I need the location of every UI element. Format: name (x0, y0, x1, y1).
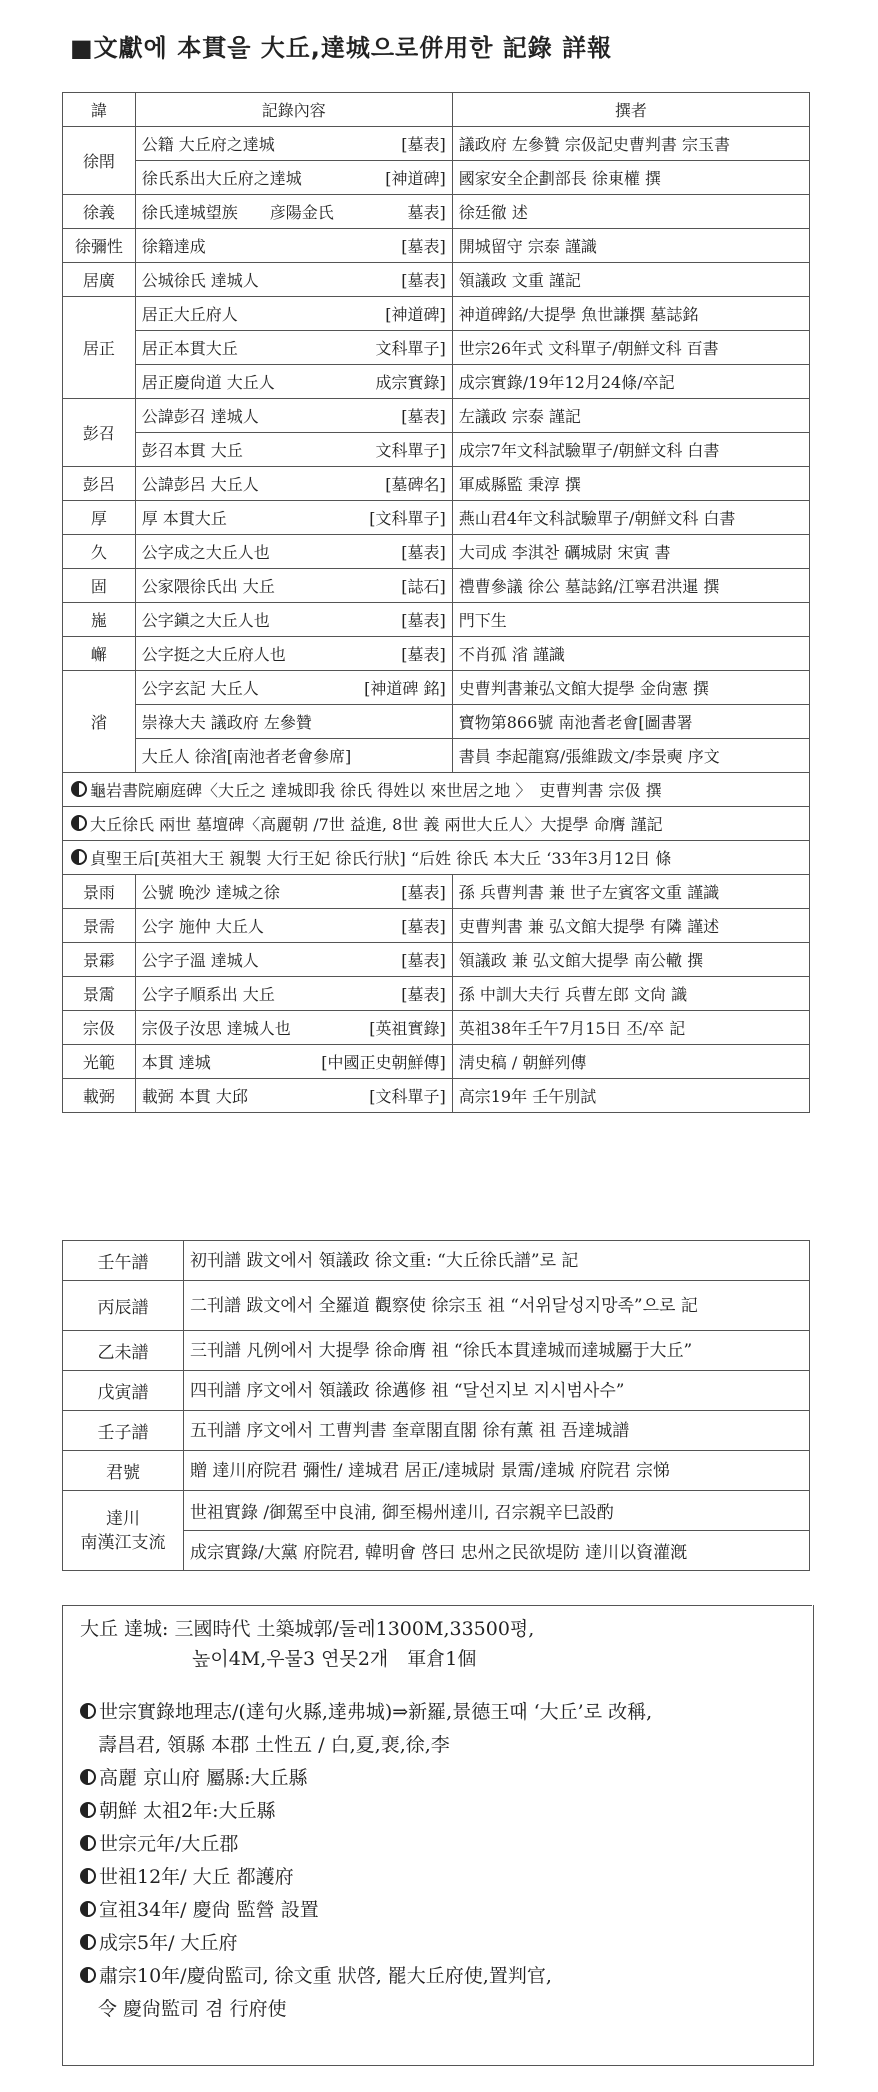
genealogy-name: 君號 (63, 1451, 184, 1491)
record-text: 崇祿大夫 議政府 左參贊 (141, 713, 312, 732)
record-author: 徐廷徹 述 (452, 195, 809, 229)
record-author: 書員 李起龍寫/張維跋文/李景奭 序文 (452, 739, 809, 773)
record-content (135, 603, 452, 637)
record-author: 領議政 兼 弘文館大提學 南公轍 撰 (452, 943, 809, 977)
table-row (63, 195, 810, 229)
table-row (63, 977, 810, 1011)
table-row (63, 739, 810, 773)
record-content (135, 875, 452, 909)
genealogy-text: 五刊譜 序文에서 工曹判書 奎章閣直閣 徐有薰 祖 吾達城譜 (184, 1411, 810, 1451)
record-source-tag: [墓表] (401, 985, 446, 1004)
record-content (135, 705, 452, 739)
record-content (135, 909, 452, 943)
table-row (63, 1371, 810, 1411)
bullet-icon (71, 815, 87, 831)
record-content (135, 1011, 452, 1045)
person-name: 厚 (63, 501, 136, 535)
person-name: 景霦 (63, 943, 136, 977)
history-item (80, 1762, 652, 1795)
table-row (63, 1411, 810, 1451)
genealogy-name: 壬午譜 (63, 1241, 184, 1281)
person-name: 久 (63, 535, 136, 569)
table-row (63, 535, 810, 569)
record-author: 成宗實錄/19年12月24條/卒記 (452, 365, 809, 399)
table-row (63, 399, 810, 433)
person-name: 光範 (63, 1045, 136, 1079)
record-content (135, 569, 452, 603)
record-author: 高宗19年 壬午別試 (452, 1079, 809, 1113)
history-text: 肅宗10年/慶尙監司, 徐文重 狀啓, 罷大丘府使,置判官, (99, 1965, 552, 1987)
person-name: 景霌 (63, 977, 136, 1011)
record-author: 門下生 (452, 603, 809, 637)
record-content (135, 671, 452, 705)
table-row (63, 229, 810, 263)
table-row (63, 1079, 810, 1113)
records-table (62, 92, 810, 1113)
record-source-tag: [墓碑名] (385, 475, 446, 494)
bullet-icon (80, 1769, 96, 1785)
bullet-icon (80, 1868, 96, 1884)
record-text: 徐籍達成 (141, 237, 206, 256)
record-text: 公籍 大丘府之達城 (141, 135, 275, 154)
history-item (80, 1927, 652, 1960)
record-author: 成宗7年文科試驗單子/朝鮮文科 白書 (452, 433, 809, 467)
record-source-tag: 文科單子] (375, 441, 446, 460)
genealogy-text: 初刊譜 跋文에서 領議政 徐文重: “大丘徐氏譜”로 記 (184, 1241, 810, 1281)
table-row (63, 807, 810, 841)
record-source-tag: [墓表] (401, 951, 446, 970)
record-text: 公諱彭呂 大丘人 (141, 475, 259, 494)
genealogy-text: 贈 達川府院君 彌性/ 達城君 居正/達城尉 景霌/達城 府院君 宗悌 (184, 1451, 810, 1491)
record-author: 開城留守 宗泰 謹識 (452, 229, 809, 263)
full-width-record (63, 773, 810, 807)
table-row (63, 1045, 810, 1079)
record-source-tag: 成宗實錄] (375, 373, 446, 392)
bullet-icon (80, 1901, 96, 1917)
record-content (135, 535, 452, 569)
record-content (135, 161, 452, 195)
record-author: 神道碑銘/大提學 魚世謙撰 墓誌銘 (452, 297, 809, 331)
person-name: 渻 (63, 671, 136, 773)
table-row (63, 705, 810, 739)
record-text: 龜岩書院廟庭碑〈大丘之 達城即我 徐氏 得姓以 來世居之地 〉 吏曹判書 宗伋 撰 (90, 781, 662, 800)
table-row (63, 603, 810, 637)
record-source-tag: [文科單子] (369, 509, 446, 528)
record-source-tag: [神道碑] (385, 305, 446, 324)
table-header-row (63, 93, 810, 127)
record-source-tag: [墓表] (401, 237, 446, 256)
bullet-icon (80, 1835, 96, 1851)
record-text: 徐氏達城望族 彦陽金氏 (141, 203, 334, 222)
record-author: 領議政 文重 謹記 (452, 263, 809, 297)
table-row (63, 297, 810, 331)
river-record: 世祖實錄 /御駕至中良浦, 御至楊州達川, 召宗親辛巳設酌 (184, 1491, 810, 1531)
record-author: 寶物第866號 南池耆老會[圖書署 (452, 705, 809, 739)
record-text: 公字子溫 達城人 (141, 951, 259, 970)
record-content (135, 229, 452, 263)
record-text: 本貫 達城 (141, 1053, 211, 1072)
person-name: 載弼 (63, 1079, 136, 1113)
record-source-tag: [墓表] (401, 271, 446, 290)
table-row (63, 467, 810, 501)
history-item (80, 1696, 652, 1729)
column-header: 記錄內容 (135, 93, 452, 127)
record-text: 大丘徐氏 兩世 墓壇碑〈高麗朝 /7世 益進, 8世 義 兩世大丘人〉大提學 命膺 謹記 (90, 815, 663, 834)
history-text: 朝鮮 太祖2年:大丘縣 (99, 1800, 276, 1822)
record-author: 英祖38年壬午7月15日 丕/卒 記 (452, 1011, 809, 1045)
genealogy-name: 丙辰譜 (63, 1281, 184, 1331)
record-author: 軍威縣監 秉淳 撰 (452, 467, 809, 501)
river-name-line: 南漢江支流 (80, 1532, 166, 1553)
summary-head (80, 1614, 534, 1674)
record-content (135, 127, 452, 161)
genealogy-name: 壬子譜 (63, 1411, 184, 1451)
history-text: 世祖12年/ 大丘 都護府 (99, 1866, 294, 1888)
record-source-tag: 墓表] (407, 203, 446, 222)
history-item (80, 1828, 652, 1861)
record-source-tag: [墓表] (401, 407, 446, 426)
record-text: 宗伋子汝思 達城人也 (141, 1019, 291, 1038)
record-text: 公城徐氏 達城人 (141, 271, 259, 290)
record-text: 公家隈徐氏出 大丘 (141, 577, 275, 596)
record-content (135, 331, 452, 365)
record-author: 議政府 左參贊 宗伋記史曹判書 宗玉書 (452, 127, 809, 161)
bullet-icon (80, 1802, 96, 1818)
record-source-tag: [文科單子] (369, 1087, 446, 1106)
record-author: 禮曹參議 徐公 墓誌銘/江寧君洪暹 撰 (452, 569, 809, 603)
record-author: 燕山君4年文科試驗單子/朝鮮文科 白書 (452, 501, 809, 535)
history-text: 高麗 京山府 屬縣:大丘縣 (99, 1767, 308, 1789)
bullet-icon (71, 849, 87, 865)
table-row (63, 875, 810, 909)
record-content (135, 297, 452, 331)
person-name: 宗伋 (63, 1011, 136, 1045)
record-text: 大丘人 徐渻[南池者老會參席] (141, 747, 352, 766)
history-item (80, 1729, 652, 1762)
record-text: 公字子順系出 大丘 (141, 985, 275, 1004)
record-source-tag: [墓表] (401, 917, 446, 936)
table-row (63, 909, 810, 943)
record-text: 公號 晩沙 達城之徐 (141, 883, 280, 902)
person-name: 彭呂 (63, 467, 136, 501)
history-text: 壽昌君, 領縣 本郡 土性五 / 白,夏,裵,徐,李 (98, 1734, 450, 1756)
record-text: 公字挺之大丘府人也 (141, 645, 286, 664)
record-text: 公諱彭召 達城人 (141, 407, 259, 426)
record-content (135, 467, 452, 501)
record-content (135, 433, 452, 467)
record-source-tag: 文科單子] (375, 339, 446, 358)
table-row (63, 1331, 810, 1371)
summary-line: 大丘 達城: 三國時代 土築城郭/둘레1300M,33500평, (80, 1618, 535, 1640)
table-row (63, 263, 810, 297)
river-name (63, 1491, 184, 1571)
table-row (63, 433, 810, 467)
record-content (135, 1079, 452, 1113)
table-row (63, 365, 810, 399)
table-row (63, 1281, 810, 1331)
column-header: 撰者 (452, 93, 809, 127)
record-source-tag: [中國正史朝鮮傳] (321, 1053, 446, 1072)
person-name: 嶰 (63, 637, 136, 671)
table-row (63, 1011, 810, 1045)
person-name: 崺 (63, 603, 136, 637)
history-text: 世宗實錄地理志/(達句火縣,達弗城)⇒新羅,景德王때 ‘大丘’로 改稱, (99, 1701, 653, 1723)
record-author: 不肖孤 渻 謹識 (452, 637, 809, 671)
bullet-icon (80, 1703, 96, 1719)
person-name: 固 (63, 569, 136, 603)
record-author: 世宗26年式 文科單子/朝鮮文科 百書 (452, 331, 809, 365)
history-text: 成宗5年/ 大丘府 (99, 1932, 238, 1954)
table-row (63, 773, 810, 807)
record-source-tag: [英祖實錄] (369, 1019, 446, 1038)
record-content (135, 263, 452, 297)
record-author: 孫 兵曹判書 兼 世子左賓客文重 謹識 (452, 875, 809, 909)
table-row (63, 637, 810, 671)
person-name: 徐彌性 (63, 229, 136, 263)
record-source-tag: [神道碑 銘] (364, 679, 446, 698)
record-text: 彭召本貫 大丘 (141, 441, 243, 460)
record-source-tag: [誌石] (401, 577, 446, 596)
table-row (63, 1451, 810, 1491)
record-author: 大司成 李淇찬 礪城尉 宋寅 書 (452, 535, 809, 569)
history-item (80, 1894, 652, 1927)
person-name: 徐義 (63, 195, 136, 229)
record-content (135, 501, 452, 535)
record-source-tag: [墓表] (401, 611, 446, 630)
genealogy-text: 二刊譜 跋文에서 全羅道 觀察使 徐宗玉 祖 “서위달성지망족”으로 記 (184, 1281, 810, 1331)
person-name: 景需 (63, 909, 136, 943)
bullet-icon (80, 1967, 96, 1983)
genealogy-text: 四刊譜 序文에서 領議政 徐邁修 祖 “달선지보 지시범사수” (184, 1371, 810, 1411)
record-content (135, 399, 452, 433)
table-row (63, 569, 810, 603)
summary-line: 높이4M,우물3 연못2개 軍倉1個 (192, 1648, 477, 1670)
record-content (135, 739, 452, 773)
table-row (63, 161, 810, 195)
record-content (135, 195, 452, 229)
table-row (63, 671, 810, 705)
record-author: 孫 中訓大夫行 兵曹左郎 文尙 識 (452, 977, 809, 1011)
table-row (63, 501, 810, 535)
history-item (80, 1960, 652, 1993)
record-text: 公字成之大丘人也 (141, 543, 270, 562)
table-row (63, 943, 810, 977)
page-title: ■文獻에 本貫을 大丘,達城으로併用한 記錄 詳報 (70, 34, 613, 62)
record-text: 居正慶尙道 大丘人 (141, 373, 275, 392)
genealogy-table (62, 1240, 810, 1571)
record-content (135, 943, 452, 977)
person-name: 彭召 (63, 399, 136, 467)
record-content (135, 977, 452, 1011)
record-text: 徐氏系出大丘府之達城 (141, 169, 302, 188)
full-width-record (63, 807, 810, 841)
record-author: 左議政 宗泰 謹記 (452, 399, 809, 433)
record-source-tag: [墓表] (401, 135, 446, 154)
record-author: 史曹判書兼弘文館大提學 金尙憲 撰 (452, 671, 809, 705)
record-text: 載弼 本貫 大邱 (141, 1087, 248, 1106)
person-name: 居正 (63, 297, 136, 399)
person-name: 徐閈 (63, 127, 136, 195)
genealogy-name: 戊寅譜 (63, 1371, 184, 1411)
full-width-record (63, 841, 810, 875)
record-text: 居正本貫大丘 (141, 339, 238, 358)
river-name-line: 達川 (106, 1508, 140, 1529)
person-name: 景雨 (63, 875, 136, 909)
record-author: 吏曹判書 兼 弘文館大提學 有隣 謹述 (452, 909, 809, 943)
record-source-tag: [墓表] (401, 543, 446, 562)
record-content (135, 365, 452, 399)
table-row (63, 1241, 810, 1281)
table-row (63, 127, 810, 161)
history-text: 世宗元年/大丘郡 (99, 1833, 239, 1855)
record-source-tag: [墓表] (401, 645, 446, 664)
table-row (63, 841, 810, 875)
genealogy-text: 三刊譜 凡例에서 大提學 徐命膺 祖 “徐氏本貫達城而達城屬于大丘” (184, 1331, 810, 1371)
history-item (80, 1795, 652, 1828)
history-item (80, 1993, 652, 2026)
bullet-icon (71, 781, 87, 797)
table-row (63, 331, 810, 365)
record-content (135, 637, 452, 671)
record-text: 公字 施仲 大丘人 (141, 917, 264, 936)
person-name: 居廣 (63, 263, 136, 297)
table-row (63, 1491, 810, 1531)
history-list (80, 1696, 652, 2026)
record-text: 厚 本貫大丘 (141, 509, 227, 528)
history-text: 令 慶尙監司 겸 行府使 (98, 1998, 287, 2020)
record-author: 國家安全企劃部長 徐東權 撰 (452, 161, 809, 195)
record-source-tag: [墓表] (401, 883, 446, 902)
river-record: 成宗實錄/大黨 府院君, 韓明會 啓曰 忠州之民欲堤防 達川以資灌漑 (184, 1531, 810, 1571)
record-text: 貞聖王后[英祖大王 親製 大行王妃 徐氏行狀] “后姓 徐氏 本大丘 ‘33年3月12日 條 (90, 849, 672, 868)
record-author: 淸史稿 / 朝鮮列傳 (452, 1045, 809, 1079)
record-content (135, 1045, 452, 1079)
history-text: 宣祖34年/ 慶尙 監營 設置 (99, 1899, 319, 1921)
history-item (80, 1861, 652, 1894)
record-source-tag: [神道碑] (385, 169, 446, 188)
column-header: 諱 (63, 93, 136, 127)
record-text: 公字鎭之大丘人也 (141, 611, 270, 630)
genealogy-name: 乙未譜 (63, 1331, 184, 1371)
record-text: 公字玄記 大丘人 (141, 679, 259, 698)
bullet-icon (80, 1934, 96, 1950)
record-text: 居正大丘府人 (141, 305, 238, 324)
